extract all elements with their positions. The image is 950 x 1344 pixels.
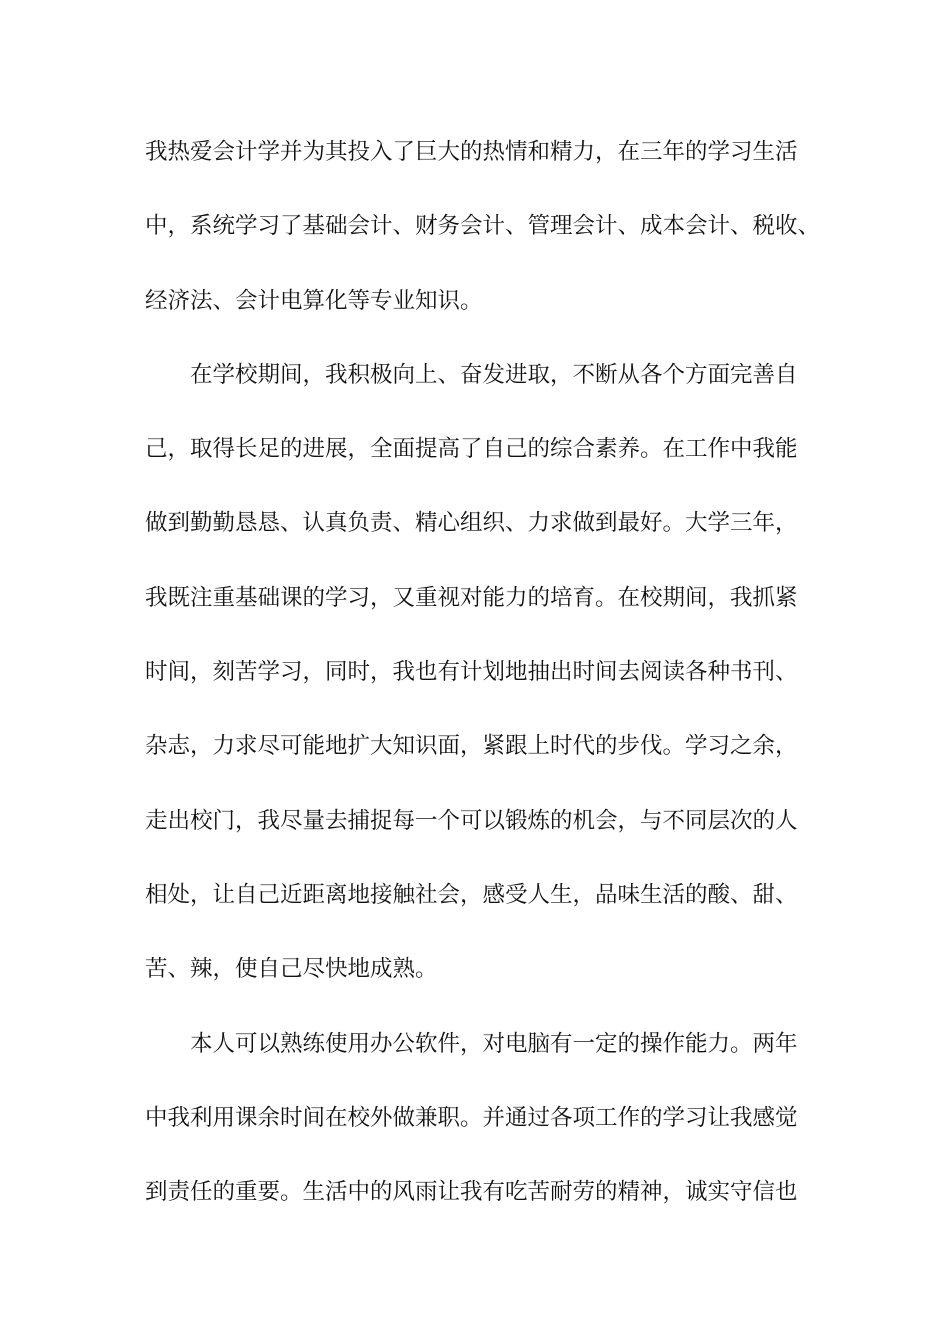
- text-line: 中我利用课余时间在校外做兼职。并通过各项工作的学习让我感觉: [145, 1104, 798, 1131]
- text-line: 到责任的重要。生活中的风雨让我有吃苦耐劳的精神，诚实守信也: [145, 1179, 798, 1206]
- text-line: 做到勤勤恳恳、认真负责、精心组织、力求做到最好。大学三年，: [145, 510, 798, 537]
- text-line: 经济法、会计电算化等专业知识。: [145, 287, 483, 314]
- paragraph-start-line: 本人可以熟练使用办公软件，对电脑有一定的操作能力。两年: [190, 1030, 798, 1057]
- text-line: 时间，刻苦学习，同时，我也有计划地抽出时间去阅读各种书刊、: [145, 659, 798, 686]
- text-line: 我既注重基础课的学习，又重视对能力的培育。在校期间，我抓紧: [145, 584, 798, 611]
- text-line: 苦、辣，使自己尽快地成熟。: [145, 956, 438, 983]
- text-line: 中，系统学习了基础会计、财务会计、管理会计、成本会计、税收、: [145, 213, 821, 240]
- paragraph-start-line: 在学校期间，我积极向上、奋发进取，不断从各个方面完善自: [190, 361, 798, 388]
- text-line: 走出校门，我尽量去捕捉每一个可以锻炼的机会，与不同层次的人: [145, 807, 798, 834]
- text-line: 我热爱会计学并为其投入了巨大的热情和精力，在三年的学习生活: [145, 139, 798, 165]
- document-body: [145, 128, 835, 1242]
- text-line: 杂志，力求尽可能地扩大知识面，紧跟上时代的步伐。学习之余，: [145, 733, 798, 760]
- text-line: 相处，让自己近距离地接触社会，感受人生，品味生活的酸、甜、: [145, 881, 798, 908]
- text-line: 己，取得长足的进展，全面提高了自己的综合素养。在工作中我能: [145, 436, 798, 463]
